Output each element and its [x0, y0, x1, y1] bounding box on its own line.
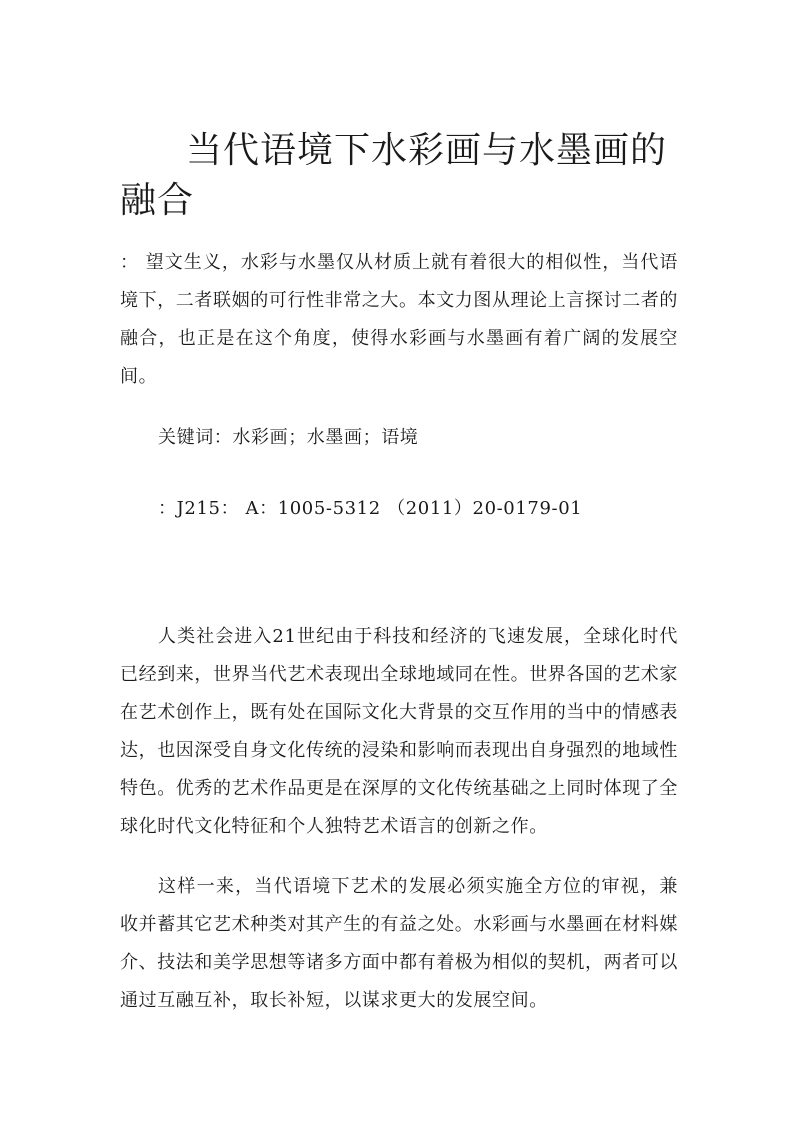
body-paragraph-1: 人类社会进入21世纪由于科技和经济的飞速发展，全球化时代已经到来，世界当代艺术表现出全球地域同在性。世界各国的艺术家在艺术创作上，既有处在国际文化大背景的交互作用的当中的情感表达，也因深受自身文化传统的浸染和影响而表现出自身强烈的地域性特色。优秀的艺术作品更是在深厚的文化传统基础之上同时体现了全球化时代文化特征和个人独特艺术语言的创新之作。: [120, 626, 678, 837]
page-title: 当代语境下水彩画与水墨画的融合: [120, 130, 668, 221]
classification-line: ：J215： A：1005-5312 （2011）20-0179-01: [158, 498, 583, 519]
body-paragraph-2: 这样一来，当代语境下艺术的发展必须实施全方位的审视，兼收并蓄其它艺术种类对其产生的有益之处。水彩画与水墨画在材料媒介、技法和美学思想等诸多方面中都有着极为相似的契机，两者可以通过互融互补，取长补短，以谋求更大的发展空间。: [120, 876, 678, 1011]
abstract-paragraph: ： 望文生义，水彩与水墨仅从材质上就有着很大的相似性，当代语境下，二者联姻的可行性非常之大。本文力图从理论上言探讨二者的融合，也正是在这个角度，使得水彩画与水墨画有着广阔的发展空间。: [120, 252, 678, 387]
keywords-line: 关键词：水彩画；水墨画；语境: [158, 427, 419, 448]
